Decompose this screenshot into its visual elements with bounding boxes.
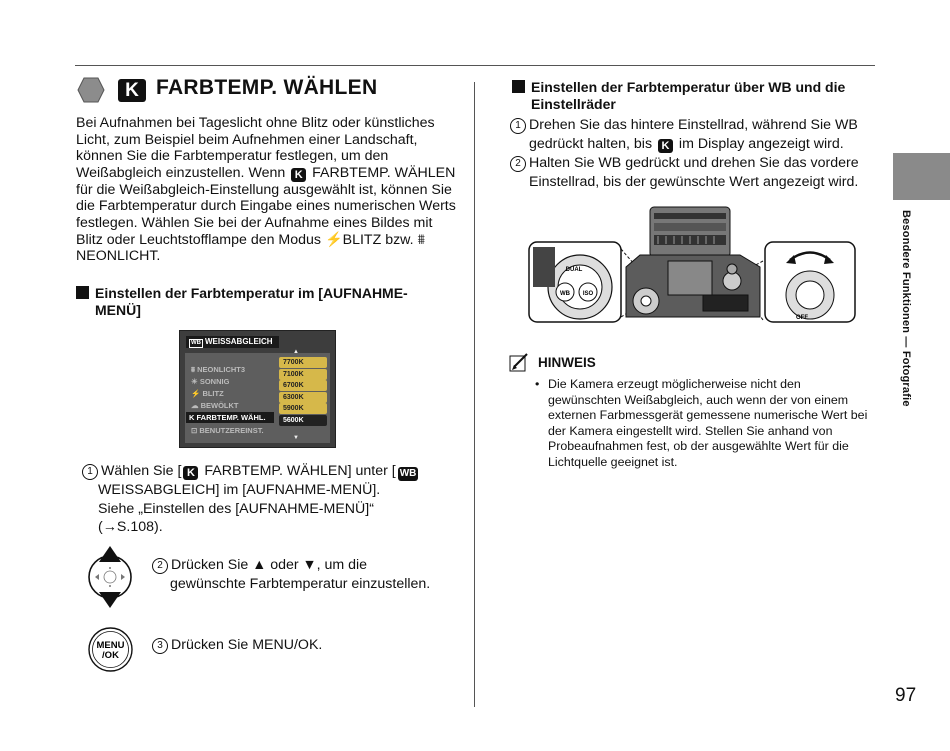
step-2-right <box>510 154 880 191</box>
arrow-down-icon: ▼ <box>302 557 317 573</box>
value-list <box>279 357 327 426</box>
menu-header <box>186 336 279 348</box>
step-number: 2 <box>152 558 168 574</box>
camera-top-view-illustration <box>528 205 856 325</box>
step-number: 2 <box>510 156 526 172</box>
step-2-left <box>152 556 452 593</box>
step-number: 3 <box>152 638 168 654</box>
step-text: gedrückt halten, bis <box>529 135 656 152</box>
intro-text-3: BLITZ bzw. <box>342 231 418 248</box>
step-text: , um die <box>316 557 368 573</box>
step-number: 1 <box>82 464 98 480</box>
step-text: Siehe „Einstellen des [AUFNAHME-MENÜ]“ <box>98 500 374 517</box>
step-text: oder <box>266 557 303 573</box>
color-temp-badge-icon: K <box>291 168 306 182</box>
square-bullet-icon <box>76 286 89 299</box>
dpad-up-down-icon <box>86 544 134 610</box>
value-item: 5900K <box>279 403 327 414</box>
color-temp-badge-icon: K <box>658 139 673 153</box>
arrow-up-icon: ▲ <box>252 557 267 573</box>
side-tab-marker <box>893 153 950 200</box>
step-text: Drücken Sie MENU/OK. <box>171 637 323 653</box>
wb-icon: WB <box>191 340 201 346</box>
bullet: • <box>535 377 540 391</box>
wb-button-label: WB <box>560 291 570 297</box>
heading-line-1: Einstellen der Farbtemperatur über WB und die <box>531 79 846 95</box>
menu-item: ⊡ BENUTZEREINST. <box>191 426 264 435</box>
hexagon-icon <box>77 77 105 103</box>
side-tab-label: Besondere Funktionen — Fotografie <box>900 210 912 407</box>
step-text: Halten Sie WB gedrückt und drehen Sie das vordere <box>529 155 859 171</box>
note-item <box>535 377 875 471</box>
arrow-up-icon: ▲ <box>293 349 299 355</box>
fluorescent-icon: ⩩ <box>417 231 426 248</box>
step-text: WEISSABGLEICH] im [AUFNAHME-MENÜ]. <box>98 482 381 498</box>
step-text: Wählen Sie [ <box>101 463 182 479</box>
section-heading-menu <box>76 285 446 319</box>
heading-line-1: Einstellen der Farbtemperatur im [AUFNAHME- <box>95 285 408 301</box>
menu-item: ⚡ BLITZ <box>191 389 224 398</box>
wb-icon: WB <box>399 468 417 479</box>
intro-text-1: Bei Aufnahmen bei Tageslicht ohne Blitz oder künstliches Licht, zum Beispiel beim Aufnehmen einer Landschaft, können Sie die Farbtemperatur festlegen, um den Weißabgleich einzustellen. Wenn <box>76 115 435 181</box>
page-number: 97 <box>895 685 917 706</box>
step-text: FARBTEMP. WÄHLEN] unter [ <box>200 463 396 479</box>
menu-button-line1: MENU <box>96 640 125 651</box>
menu-ok-button-icon <box>88 627 133 672</box>
value-item: 7100K <box>279 369 327 380</box>
step-1-right <box>510 116 880 153</box>
column-divider <box>474 82 475 707</box>
note-pencil-icon <box>508 351 530 373</box>
menu-header-text: WEISSABGLEICH <box>205 337 273 346</box>
page-title: FARBTEMP. WÄHLEN <box>156 76 378 99</box>
note-text: Die Kamera erzeugt möglicherweise nicht den gewünschten Weißabgleich, auch wenn der von einem externen Farbmessgerät gemessene numerische Wert bei der Kamera eingestellt wird. Stellen Sie anhand von Probeaufnahmen fest, ob der ausgewählte Wert für die Lichtquelle geeignet ist. <box>548 377 868 469</box>
intro-text-4: NEONLICHT. <box>76 248 161 265</box>
menu-item: ☀ SONNIG <box>191 377 230 386</box>
step-3-left <box>152 636 452 655</box>
step-text: Drehen Sie das hintere Einstellrad, während Sie WB <box>529 117 858 133</box>
heading-line-2: MENÜ] <box>95 302 141 318</box>
flash-icon: ⚡ <box>324 231 343 248</box>
menu-button-line2: /OK <box>102 650 119 661</box>
menu-item: ☁ BEWÖLKT <box>191 401 239 410</box>
iso-button-label: ISO <box>582 291 594 297</box>
step-1-left <box>82 462 462 537</box>
color-temp-badge-icon: K <box>118 79 146 102</box>
step-text: Drücken Sie <box>171 557 253 573</box>
dual-label: DUAL <box>565 267 583 273</box>
step-text: (→S.108). <box>98 519 163 535</box>
note-heading: HINWEIS <box>538 355 596 370</box>
arrow-down-icon: ▼ <box>293 435 299 441</box>
intro-text-2: FARBTEMP. WÄHLEN für die Weißabgleich-Einstellung ausgewählt ist, können Sie die Farbtemperatur durch Eingabe eines numerischen Werts festlegen. Wählen Sie bei der Aufnahme eines Bildes mit Blitz oder Leuchtstofflampe den Modus <box>76 164 456 248</box>
heading-line-2: Einstellräder <box>531 96 616 112</box>
value-item: 6300K <box>279 392 327 403</box>
menu-body <box>185 349 330 443</box>
menu-item: ⩩ NEONLICHT3 <box>191 365 246 374</box>
step-text: Einstellrad, bis der gewünschte Wert angezeigt wird. <box>529 173 859 190</box>
value-item-selected: 5600K <box>279 415 327 426</box>
color-temp-badge-icon: K <box>183 466 198 480</box>
white-balance-menu-screen <box>179 330 336 448</box>
value-item: 6700K <box>279 380 327 391</box>
step-number: 1 <box>510 118 526 134</box>
section-heading-dials <box>512 79 882 113</box>
off-label: OFF <box>796 315 808 321</box>
value-item: 7700K <box>279 357 327 368</box>
intro-paragraph <box>76 115 456 265</box>
step-text: im Display angezeigt wird. <box>674 135 844 152</box>
menu-item-selected: K FARBTEMP. WÄHL. <box>186 412 274 423</box>
square-bullet-icon <box>512 80 525 93</box>
step-text: gewünschte Farbtemperatur einzustellen. <box>170 575 431 592</box>
top-rule <box>75 65 875 66</box>
